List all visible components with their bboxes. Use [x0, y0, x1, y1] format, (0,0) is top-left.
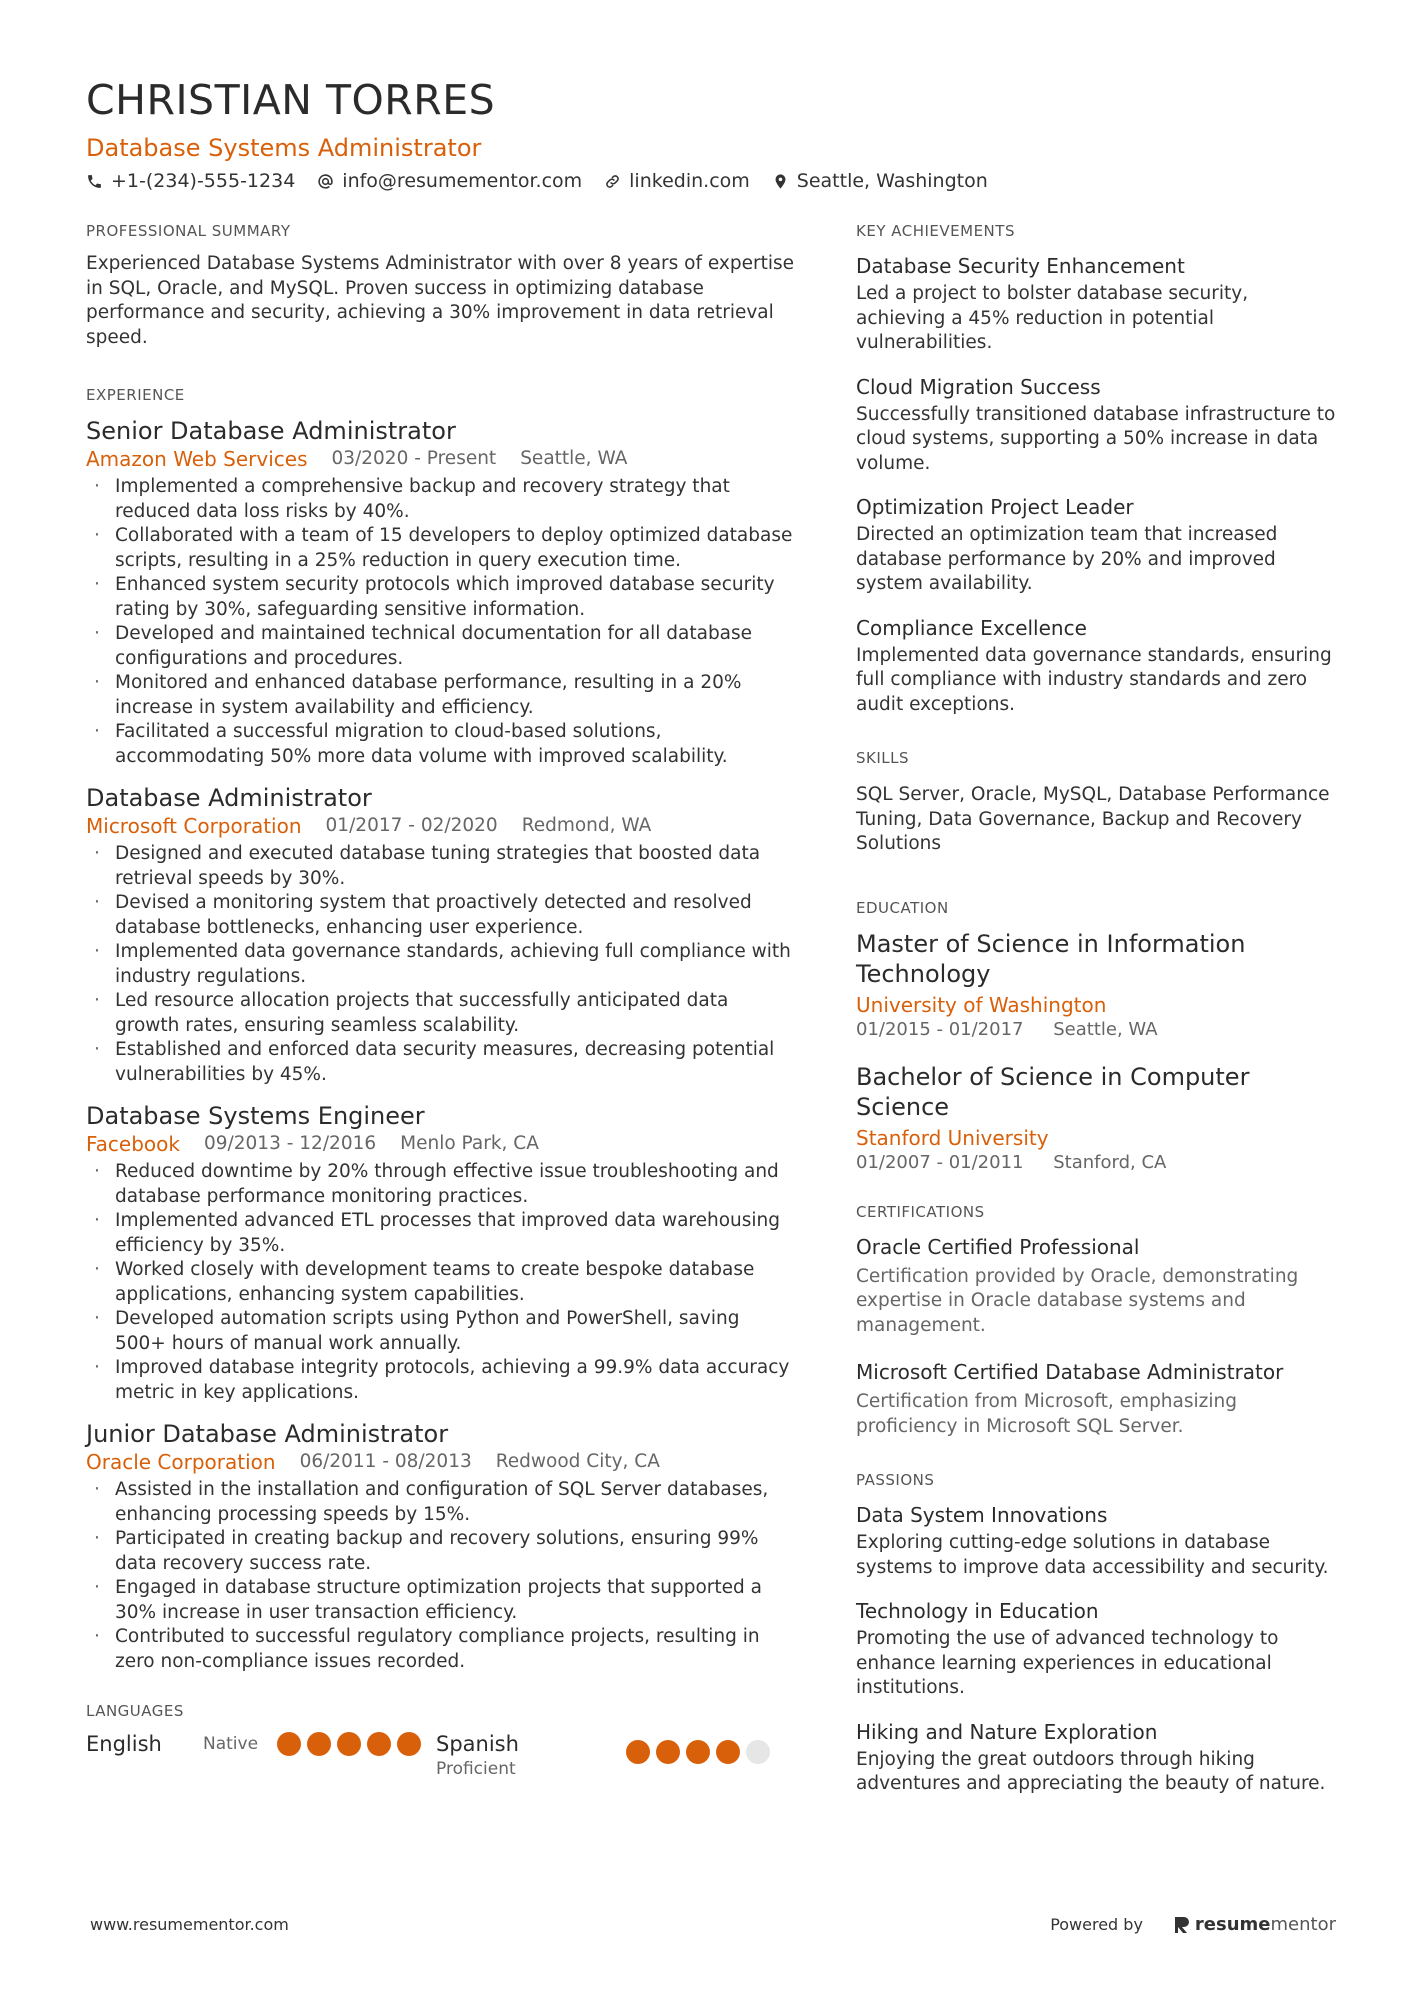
achievements-section	[856, 222, 1336, 717]
achievement-title: Optimization Project Leader	[856, 495, 1134, 519]
job-bullet: · Reduced downtime by 20% through effective issue troubleshooting and database performance monitoring practices.	[86, 1160, 796, 1209]
passion-title: Technology in Education	[856, 1599, 1099, 1623]
education-meta	[856, 1152, 1336, 1173]
powered-by-label: Powered by	[1050, 1915, 1143, 1934]
education-meta	[856, 1019, 1336, 1040]
job-bullets	[86, 1160, 796, 1405]
rating-dot-filled	[656, 1740, 680, 1764]
education-school: Stanford University	[856, 1125, 1049, 1150]
job-company: Amazon Web Services	[86, 447, 308, 471]
rating-dot-filled	[337, 1732, 361, 1756]
certification-desc: Certification provided by Oracle, demonstrating expertise in Oracle database systems and management.	[856, 1265, 1299, 1336]
passion-title: Data System Innovations	[856, 1503, 1108, 1527]
rating-dot-filled	[716, 1740, 740, 1764]
job-entry	[86, 783, 796, 1087]
resume-header	[86, 76, 1336, 192]
contact-location	[772, 170, 988, 192]
job-bullets	[86, 475, 796, 769]
job-dates: 03/2020 - Present	[331, 448, 497, 469]
certifications-section	[856, 1203, 1336, 1440]
rating-dot-filled	[307, 1732, 331, 1756]
job-company: Microsoft Corporation	[86, 814, 302, 838]
education-item	[856, 929, 1336, 1040]
job-bullet: · Improved database integrity protocols, achieving a 99.9% data accuracy metric in key applications.	[86, 1356, 796, 1405]
achievement-desc: Directed an optimization team that increased database performance by 20% and improved system availability.	[856, 524, 1278, 594]
education-location: Stanford, CA	[1053, 1151, 1167, 1173]
location-pin-icon	[772, 173, 789, 190]
rating-dot-filled	[626, 1740, 650, 1764]
job-bullet: · Monitored and enhanced database performance, resulting in a 20% increase in system availability and efficiency.	[86, 671, 796, 720]
job-dates: 06/2011 - 08/2013	[299, 1451, 472, 1472]
skills-heading: SKILLS	[856, 749, 910, 767]
contact-email[interactable]	[317, 170, 582, 192]
job-bullet: · Facilitated a successful migration to cloud-based solutions, accommodating 50% more data volume with improved scalability.	[86, 720, 796, 769]
email-text: info@resumementor.com	[342, 170, 583, 192]
achievements-heading: KEY ACHIEVEMENTS	[856, 222, 1015, 240]
right-column	[856, 222, 1336, 1833]
certification-item	[856, 1358, 1336, 1439]
job-meta	[86, 1450, 796, 1474]
phone-text: +1-(234)-555-1234	[111, 170, 296, 192]
summary-text: Experienced Database Systems Administrator with over 8 years of expertise in SQL, Oracle, and MySQL. Proven success in optimizing database performance and security, achieving a 30% improvement in data retrieval speed.	[86, 253, 795, 348]
education-degree: Master of Science in Information Technology	[856, 929, 1246, 988]
language-level: Proficient	[436, 1759, 516, 1779]
job-bullet: · Established and enforced data security measures, decreasing potential vulnerabilities by 45%.	[86, 1038, 796, 1087]
job-location: Seattle, WA	[520, 448, 628, 469]
job-bullet: · Developed and maintained technical documentation for all database configurations and procedures.	[86, 622, 796, 671]
job-bullet: · Participated in creating backup and recovery solutions, ensuring 99% data recovery success rate.	[86, 1527, 796, 1576]
job-dates: 01/2017 - 02/2020	[325, 815, 498, 836]
job-entry	[86, 1101, 796, 1405]
passion-item	[856, 1597, 1336, 1701]
job-location: Redmond, WA	[521, 815, 652, 836]
linkedin-text: linkedin.com	[629, 170, 750, 192]
job-bullet: · Engaged in database structure optimization projects that supported a 30% increase in user transaction efficiency.	[86, 1576, 796, 1625]
job-bullet: · Contributed to successful regulatory compliance projects, resulting in zero non-compliance issues recorded.	[86, 1625, 796, 1674]
job-location: Menlo Park, CA	[400, 1133, 539, 1154]
rating-dot-filled	[277, 1732, 301, 1756]
certification-title: Oracle Certified Professional	[856, 1234, 1140, 1259]
languages-row	[86, 1732, 796, 1779]
education-school: University of Washington	[856, 992, 1107, 1017]
education-heading: EDUCATION	[856, 898, 949, 917]
contact-linkedin[interactable]	[604, 170, 750, 192]
summary-section	[86, 222, 796, 350]
at-icon	[317, 173, 334, 190]
passion-item	[856, 1501, 1336, 1580]
job-bullet: · Assisted in the installation and configuration of SQL Server databases, enhancing processing speeds by 15%.	[86, 1478, 796, 1527]
job-title: Database Systems Engineer	[86, 1102, 425, 1130]
link-icon	[604, 173, 621, 190]
skills-section	[856, 749, 1336, 857]
job-title: Senior Database Administrator	[86, 417, 456, 445]
job-entry	[86, 1419, 796, 1674]
contact-phone[interactable]	[86, 170, 295, 192]
achievement-desc: Led a project to bolster database security, achieving a 45% reduction in potential vulnerabilities.	[856, 283, 1249, 353]
language-rating	[626, 1740, 776, 1764]
job-entry	[86, 416, 796, 769]
left-column	[86, 222, 796, 1815]
passion-desc: Enjoying the great outdoors through hiking adventures and appreciating the beauty of nature.	[856, 1748, 1326, 1794]
language-name: English	[86, 1732, 162, 1756]
achievement-item	[856, 493, 1336, 597]
rating-dot-filled	[367, 1732, 391, 1756]
job-title: Database Administrator	[86, 784, 372, 812]
language-rating	[277, 1732, 427, 1756]
passions-section	[856, 1471, 1336, 1797]
education-dates: 01/2015 - 01/2017	[856, 1018, 1024, 1040]
job-bullet: · Devised a monitoring system that proactively detected and resolved database bottlenecks, enhancing user experience.	[86, 891, 796, 940]
education-section	[856, 899, 1336, 1173]
achievement-desc: Successfully transitioned database infrastructure to cloud systems, supporting a 50% increase in data volume.	[856, 403, 1336, 474]
location-text: Seattle, Washington	[796, 170, 988, 192]
job-meta	[86, 814, 796, 838]
passion-desc: Exploring cutting-edge solutions in database systems to improve data accessibility and security.	[856, 1532, 1329, 1578]
job-bullet: · Led resource allocation projects that successfully anticipated data growth rates, ensuring seamless scalability.	[86, 989, 796, 1038]
job-bullet: · Worked closely with development teams to create bespoke database applications, enhancing system capabilities.	[86, 1258, 796, 1307]
job-bullet: · Implemented a comprehensive backup and recovery strategy that reduced data loss risks by 40%.	[86, 475, 796, 524]
job-bullets	[86, 842, 796, 1087]
job-location: Redwood City, CA	[495, 1451, 660, 1472]
languages-heading: LANGUAGES	[86, 1702, 184, 1720]
candidate-name: CHRISTIAN TORRES	[86, 76, 496, 124]
job-bullet: · Enhanced system security protocols which improved database security rating by 30%, safeguarding sensitive information.	[86, 573, 796, 622]
certification-desc: Certification from Microsoft, emphasizing proficiency in Microsoft SQL Server.	[856, 1391, 1237, 1437]
passion-desc: Promoting the use of advanced technology to enhance learning experiences in educational institutions.	[856, 1628, 1279, 1698]
experience-heading: EXPERIENCE	[86, 386, 185, 404]
phone-icon	[86, 173, 103, 190]
achievement-item	[856, 373, 1336, 477]
education-degree: Bachelor of Science in Computer Science	[856, 1062, 1250, 1121]
skills-text: SQL Server, Oracle, MySQL, Database Performance Tuning, Data Governance, Backup and Recovery Solutions	[856, 784, 1330, 854]
achievement-item	[856, 614, 1336, 718]
education-dates: 01/2007 - 01/2011	[856, 1151, 1024, 1173]
job-bullet: · Developed automation scripts using Python and PowerShell, saving 500+ hours of manual work annually.	[86, 1307, 796, 1356]
job-title: Junior Database Administrator	[86, 1420, 449, 1448]
job-company: Oracle Corporation	[86, 1450, 276, 1474]
job-bullet: · Collaborated with a team of 15 developers to deploy optimized database scripts, resulting in a 25% reduction in query execution time.	[86, 524, 796, 573]
education-item	[856, 1062, 1336, 1173]
passion-title: Hiking and Nature Exploration	[856, 1719, 1158, 1744]
language-level: Native	[203, 1734, 259, 1754]
passions-heading: PASSIONS	[856, 1471, 935, 1489]
job-meta	[86, 1132, 796, 1156]
job-company: Facebook	[86, 1132, 180, 1156]
summary-heading: PROFESSIONAL SUMMARY	[86, 222, 291, 240]
page-footer	[90, 1914, 1336, 1935]
rating-dot-empty	[746, 1740, 770, 1764]
job-bullet: · Implemented advanced ETL processes that improved data warehousing efficiency by 35%.	[86, 1209, 796, 1258]
footer-website-link[interactable]: www.resumementor.com	[90, 1915, 289, 1934]
experience-section	[86, 386, 796, 1674]
achievement-title: Compliance Excellence	[856, 615, 1087, 640]
resumementor-logo-icon	[1173, 1915, 1191, 1935]
achievement-desc: Implemented data governance standards, ensuring full compliance with industry standards and zero audit exceptions.	[856, 644, 1332, 715]
education-location: Seattle, WA	[1053, 1018, 1158, 1040]
language-item	[436, 1732, 776, 1779]
achievement-title: Database Security Enhancement	[856, 254, 1185, 278]
certification-title: Microsoft Certified Database Administrator	[856, 1360, 1284, 1384]
language-item	[86, 1732, 436, 1756]
candidate-title: Database Systems Administrator	[86, 134, 482, 162]
footer-brand	[1050, 1914, 1336, 1935]
language-text	[436, 1732, 626, 1779]
contact-bar	[86, 170, 1336, 192]
languages-section	[86, 1702, 796, 1779]
certification-item	[856, 1233, 1336, 1339]
job-bullets	[86, 1478, 796, 1674]
language-name: Spanish	[436, 1732, 519, 1756]
rating-dot-filled	[397, 1732, 421, 1756]
passion-item	[856, 1718, 1336, 1797]
achievement-item	[856, 252, 1336, 356]
certifications-heading: CERTIFICATIONS	[856, 1202, 985, 1221]
job-dates: 09/2013 - 12/2016	[203, 1133, 377, 1154]
brand-name-light: mentor	[1270, 1914, 1336, 1935]
job-bullet: · Implemented data governance standards, achieving full compliance with industry regulations.	[86, 940, 796, 989]
job-bullet: · Designed and executed database tuning strategies that boosted data retrieval speeds by 30%.	[86, 842, 796, 891]
job-meta	[86, 447, 796, 471]
achievement-title: Cloud Migration Success	[856, 374, 1101, 399]
brand-name-bold: resume	[1194, 1914, 1271, 1935]
rating-dot-filled	[686, 1740, 710, 1764]
brand-logo[interactable]	[1173, 1914, 1336, 1935]
